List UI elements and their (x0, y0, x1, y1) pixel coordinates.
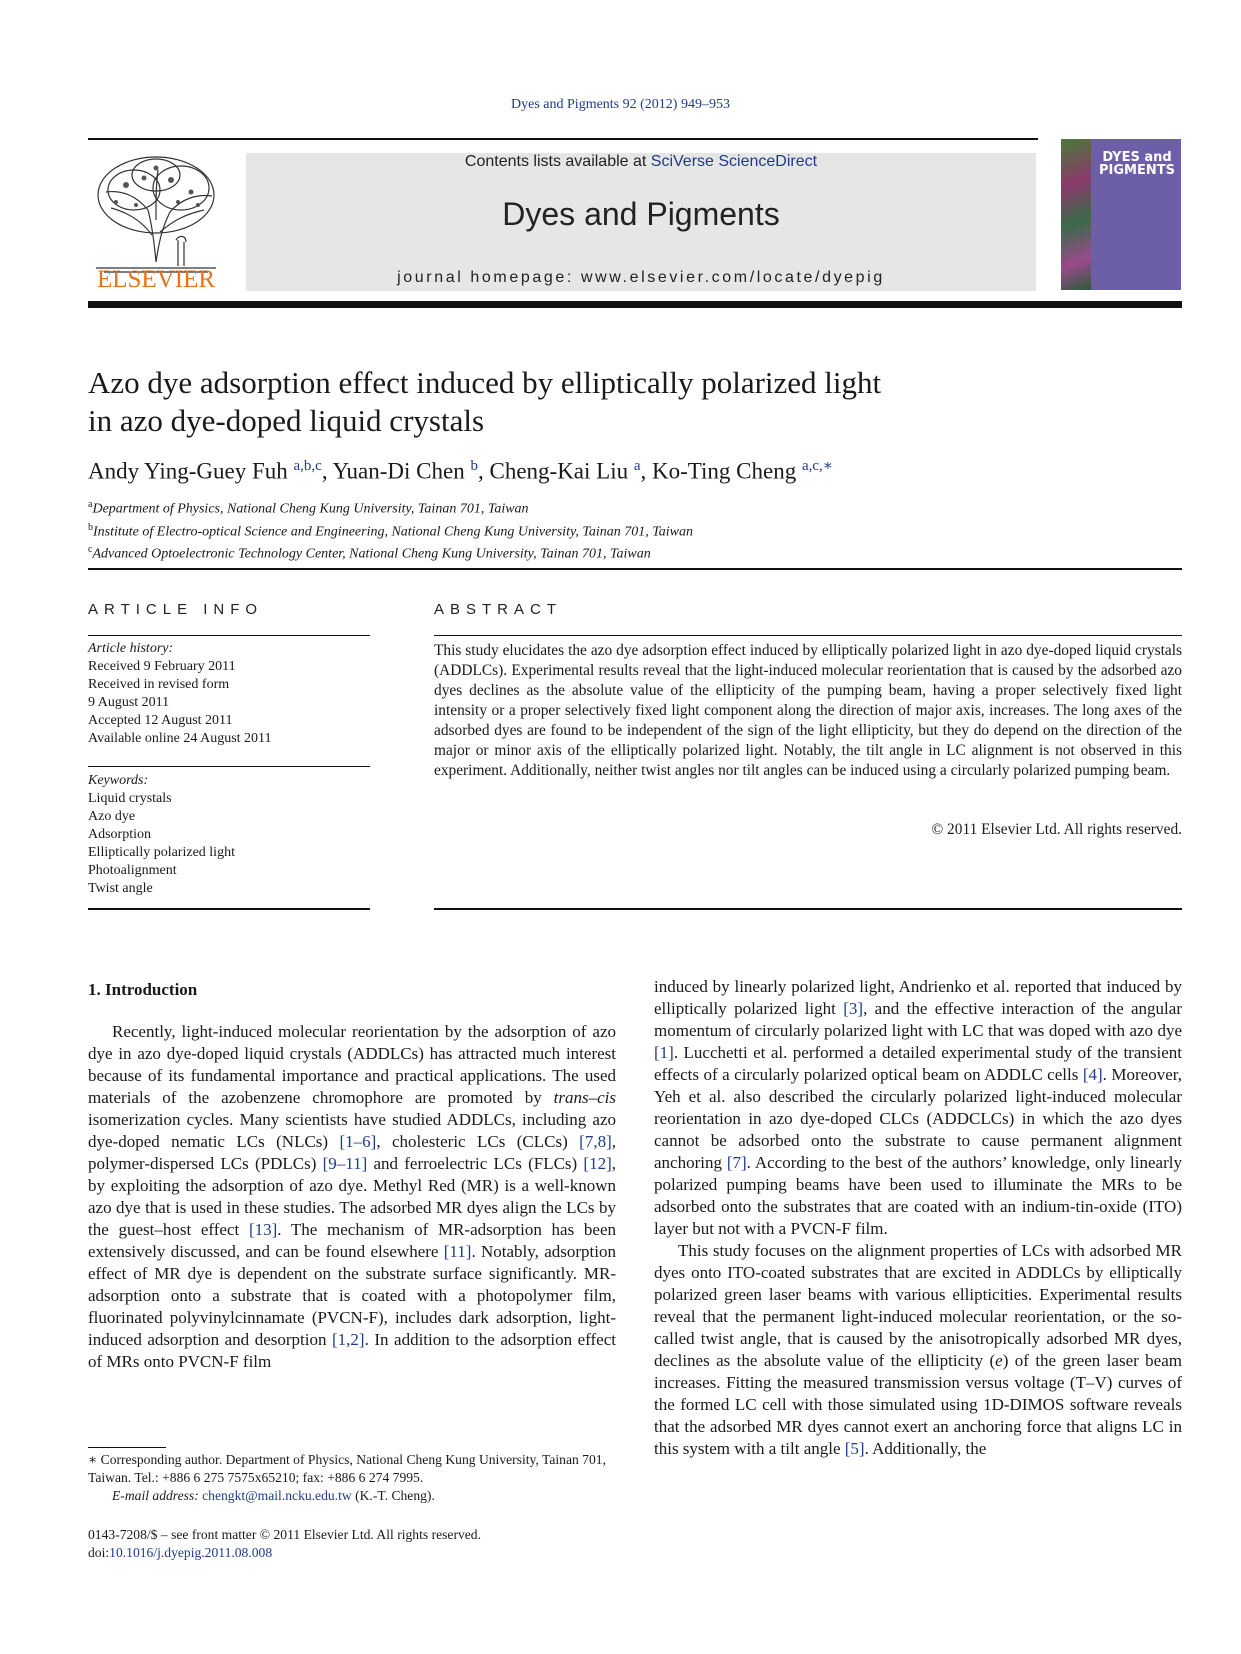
doi-link[interactable]: 10.1016/j.dyepig.2011.08.008 (109, 1545, 273, 1560)
journal-cover-thumbnail (1061, 139, 1181, 290)
text-run: . Moreover, Yeh et al. also described the circularly polarized light-induced molecular reorientation in azo dye-doped CLCs (ADDCLCs) in which the azo dyes cannot be adsorbed onto the substrate to cause permanent alignment anchoring (654, 1065, 1182, 1172)
text-run: . Additionally, the (864, 1439, 987, 1458)
abstract-rule (434, 908, 1182, 910)
affiliation-item (88, 541, 1178, 564)
text-run: This study focuses on the alignment properties of LCs with adsorbed MR dyes onto ITO-coated substrates that are excited in ADDLCs by elliptically polarized green laser beams with various ellipticities. Experimental results reveal that the permanent light-induced molecular reorientation, or the so-called twist angle, that is caused by the anisotropically adsorbed MR dyes, declines as the absolute value of the ellipticity ( (654, 1241, 1182, 1370)
citation-link[interactable]: [9–11] (322, 1154, 368, 1173)
citation-link[interactable]: [1–6] (339, 1132, 377, 1151)
citation-link[interactable]: [1,2] (332, 1330, 365, 1349)
author-separator: , (321, 458, 333, 484)
header-top-rule (88, 138, 1038, 140)
affiliation-key: b (88, 521, 93, 533)
paragraph (654, 1240, 1182, 1460)
paragraph (88, 1021, 616, 1373)
keywords (88, 772, 370, 898)
affiliation-text: Advanced Optoelectronic Technology Center, National Cheng Kung University, Tainan 701, Taiwan (92, 546, 651, 562)
citation-link[interactable]: [7,8] (579, 1132, 612, 1151)
text-run: , cholesteric LCs (CLCs) (376, 1132, 580, 1151)
header-bottom-rule (88, 301, 1182, 308)
citation-link[interactable]: [7] (726, 1153, 747, 1172)
keyword-item: Elliptically polarized light (88, 845, 235, 860)
paper-title (88, 364, 1088, 440)
citation-link[interactable]: [13] (248, 1220, 278, 1239)
affiliation-item (88, 519, 1178, 542)
history-label: Article history: (88, 641, 174, 656)
keyword-item: Twist angle (88, 881, 153, 896)
keyword-item: Photoalignment (88, 863, 177, 878)
contents-line (246, 153, 1036, 171)
contents-prefix: Contents lists available at (464, 153, 651, 170)
title-line-1: Azo dye adsorption effect induced by elliptically polarized light (88, 365, 882, 400)
author-name: Ko-Ting Cheng (652, 458, 797, 484)
journal-banner (246, 153, 1036, 291)
email-label: E-mail address: (112, 1488, 199, 1503)
info-rule (88, 766, 370, 767)
text-run: . In addition to the adsorption effect of MRs onto PVCN-F film (88, 1330, 616, 1371)
article-history (88, 640, 370, 748)
author-name: Yuan-Di Chen (332, 458, 465, 484)
history-item: 9 August 2011 (88, 695, 170, 710)
italic-symbol: e (995, 1351, 1003, 1370)
corresponding-author-footnote (88, 1451, 618, 1505)
citation-link[interactable]: [1] (654, 1043, 674, 1062)
info-rule (88, 635, 370, 636)
text-run: . Notably, adsorption effect of MR dye is dependent on the substrate surface significantly. MR-adsorption onto a substrate that is coated with a photopolymer film, fluorinated polyvinylcinnamate (PVCN-F), includes dark adsorption, light-induced adsorption and desorption (88, 1242, 616, 1349)
email-line (88, 1487, 618, 1505)
keyword-item: Liquid crystals (88, 791, 172, 806)
cover-title: DYES and PIGMENTS (1099, 150, 1175, 178)
left-column (88, 1021, 616, 1373)
email-link[interactable]: chengkt@mail.ncku.edu.tw (202, 1488, 352, 1503)
abstract-copyright: © 2011 Elsevier Ltd. All rights reserved. (931, 821, 1182, 838)
right-column (654, 976, 1182, 1460)
author-affiliation-sup[interactable]: a (633, 458, 641, 474)
text-run: . According to the best of the authors’ knowledge, only linearly polarized pumping beams have been used to illuminate the MRs to be adsorbed onto the substrates that are coated with an indium-tin-oxide (ITO) layer but not with a PVCN-F film. (654, 1153, 1182, 1238)
keywords-label: Keywords: (88, 773, 149, 788)
journal-homepage[interactable]: journal homepage: www.elsevier.com/locate/dyepig (397, 269, 885, 286)
affiliation-item (88, 496, 1178, 519)
text-run: , by exploiting the adsorption of azo dye. Methyl Red (MR) is a well-known azo dye that is used in these studies. The adsorbed MR dyes align the LCs by the guest–host effect (88, 1154, 616, 1239)
title-line-2: in azo dye-doped liquid crystals (88, 403, 485, 438)
corresponding-author-mark[interactable]: ∗ (822, 458, 833, 474)
author-affiliation-sup[interactable]: b (470, 458, 478, 474)
author-separator: , (477, 458, 490, 484)
front-matter: 0143-7208/$ – see front matter © 2011 Elsevier Ltd. All rights reserved. (88, 1527, 482, 1542)
text-run: . The mechanism of MR-adsorption has been extensively discussed, and can be found elsewhere (88, 1220, 616, 1261)
article-info-heading: ARTICLE INFO (88, 601, 264, 618)
journal-title: Dyes and Pigments (502, 196, 780, 232)
sciencedirect-link[interactable]: SciVerse ScienceDirect (650, 153, 818, 170)
paragraph (654, 976, 1182, 1240)
affiliation-key: c (88, 544, 93, 556)
affiliation-rule (88, 568, 1182, 570)
italic-term: trans–cis (553, 1088, 616, 1107)
citation-link[interactable]: [5] (844, 1439, 865, 1458)
text-run: isomerization cycles. Many scientists have studied ADDLCs, including azo dye-doped nematic LCs (NLCs) (88, 1110, 616, 1151)
front-matter-notes (88, 1526, 688, 1562)
citation-link[interactable]: [12] (583, 1154, 612, 1173)
citation-link[interactable]: [11] (443, 1242, 472, 1261)
history-item: Accepted 12 August 2011 (88, 713, 233, 728)
doi-line (88, 1544, 688, 1562)
author-affiliation-sup[interactable]: a,b,c (293, 458, 322, 474)
section-heading: 1. Introduction (88, 980, 198, 999)
journal-reference[interactable]: Dyes and Pigments 92 (2012) 949–953 (511, 97, 730, 112)
text-run: , polymer-dispersed LCs (PDLCs) (88, 1132, 616, 1173)
citation-link[interactable]: [4] (1082, 1065, 1103, 1084)
elsevier-wordmark: ELSEVIER (96, 266, 216, 293)
keyword-item: Azo dye (88, 809, 136, 824)
author-list (88, 456, 1178, 485)
author-name: Cheng-Kai Liu (489, 458, 629, 484)
text-run: induced by linearly polarized light, Andrienko et al. reported that induced by elliptically polarized light (654, 977, 1182, 1018)
info-rule (88, 908, 370, 910)
text-run: . Lucchetti et al. performed a detailed experimental study of the transient effects of a circularly polarized optical beam on ADDLC cells (654, 1043, 1182, 1084)
affiliation-text: Department of Physics, National Cheng Kung University, Tainan 701, Taiwan (92, 501, 529, 517)
author-affiliation-sup[interactable] (802, 458, 833, 474)
abstract-text: This study elucidates the azo dye adsorption effect induced by elliptically polarized light in azo dye-doped liquid crystals (ADDLCs). Experimental results reveal that the light-induced molecular reorientation that is caused by the adsorbed azo dyes declines as the absolute value of the ellipticity of the pumping beam, having a proper selectively fixed light intensity or a proper selectively fixed light component along the direction of major axis, increases. The long axes of the adsorbed dyes are found to be independent of the sign of the light ellipticity, but they do depend on the direction of the major or minor axis of the elliptically polarized light. Notably, the tilt angle in LC alignment is not observed in this experiment. Additionally, neither twist angles nor tilt angles can be induced using a circularly polarized pumping beam. (434, 642, 1182, 779)
email-suffix: (K.-T. Cheng). (351, 1488, 435, 1503)
history-item: Received 9 February 2011 (88, 659, 236, 674)
doi-prefix: doi: (88, 1545, 110, 1560)
affiliation-text: Institute of Electro-optical Science and Engineering, National Cheng Kung University, Tainan 701, Taiwan (93, 524, 694, 540)
author-sup-letters[interactable]: a,c, (801, 458, 823, 474)
text-run: and ferroelectric LCs (FLCs) (367, 1154, 584, 1173)
author-name: Andy Ying-Guey Fuh (88, 458, 288, 484)
cover-art-strip (1061, 139, 1091, 290)
author-separator: , (640, 458, 653, 484)
citation-link[interactable]: [3] (843, 999, 864, 1018)
history-item: Available online 24 August 2011 (88, 731, 272, 746)
affiliation-list (88, 496, 1178, 564)
footnote-text: ∗ Corresponding author. Department of Physics, National Cheng Kung University, Tainan 701, Taiwan. Tel.: +886 6 275 7575x65210; fax: +886 6 274 7995. (88, 1452, 606, 1485)
affiliation-key: a (88, 499, 93, 510)
history-item: Received in revised form (88, 677, 230, 692)
text-run: ) of the green laser beam increases. Fitting the measured transmission versus voltage (T–V) curves of the formed LC cell with those simulated using 1D-DIMOS software reveals that the adsorbed MR dyes cannot exert an anchoring force that aligns LC in this system with a tilt angle (654, 1351, 1182, 1458)
text-run: Recently, light-induced molecular reorientation by the adsorption of azo dye in azo dye-doped liquid crystals (ADDLCs) has attracted much interest because of its fundamental importance and practical applications. The used materials of the azobenzene chromophore are promoted by (88, 1022, 616, 1107)
abstract-rule (434, 635, 1182, 636)
abstract-heading: ABSTRACT (434, 601, 563, 618)
footnote-rule (88, 1447, 166, 1448)
keyword-item: Adsorption (88, 827, 151, 842)
text-run: , and the effective interaction of the angular momentum of circularly polarized light with LC that was doped with azo dye (654, 999, 1182, 1040)
